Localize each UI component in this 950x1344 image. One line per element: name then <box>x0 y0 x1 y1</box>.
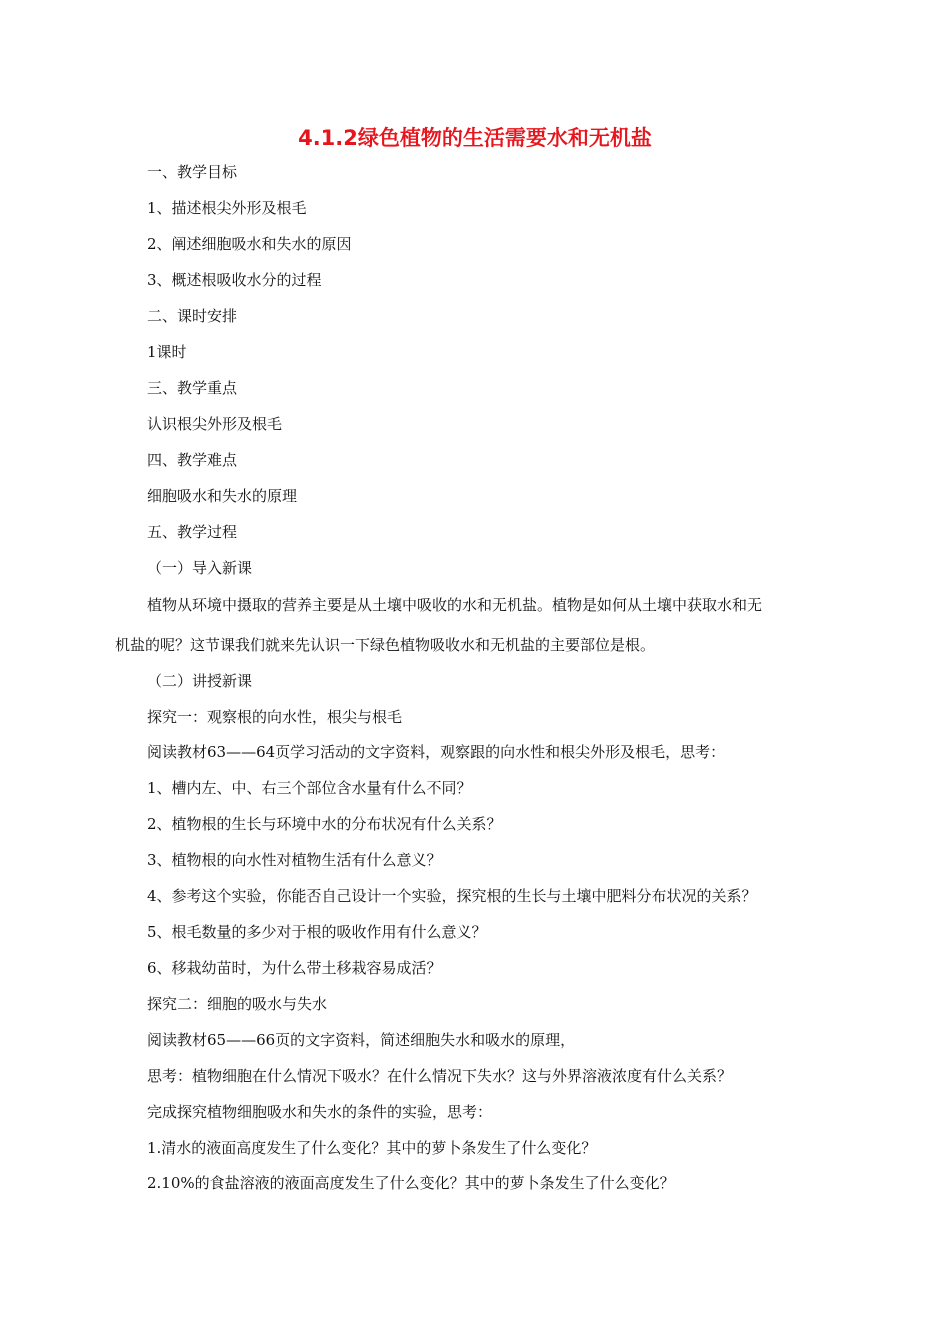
list-item: 2.10%的食盐溶液的液面高度发生了什么变化？其中的萝卜条发生了什么变化？ <box>147 1174 675 1192</box>
document-title: 4.1.2绿色植物的生活需要水和无机盐 <box>298 126 652 150</box>
paragraph: 思考：植物细胞在什么情况下吸水？在什么情况下失水？这与外界溶液浓度有什么关系？ <box>147 1067 733 1085</box>
list-item: 2、阐述细胞吸水和失水的原因 <box>147 235 352 253</box>
paragraph: 1课时 <box>147 343 187 361</box>
list-item: 1.清水的液面高度发生了什么变化？其中的萝卜条发生了什么变化？ <box>147 1139 597 1157</box>
list-item: 1、描述根尖外形及根毛 <box>147 199 307 217</box>
list-item: 3、植物根的向水性对植物生活有什么意义？ <box>147 851 442 869</box>
list-item: 1、槽内左、中、右三个部位含水量有什么不同？ <box>147 779 472 797</box>
paragraph: 探究一：观察根的向水性，根尖与根毛 <box>147 708 403 726</box>
section-heading: 三、教学重点 <box>147 379 238 397</box>
section-heading: 一、教学目标 <box>147 163 238 181</box>
subsection-heading: （一）导入新课 <box>147 559 253 577</box>
list-item: 2、植物根的生长与环境中水的分布状况有什么关系？ <box>147 815 502 833</box>
paragraph: 阅读教材65——66页的文字资料，简述细胞失水和吸水的原理， <box>147 1031 576 1049</box>
paragraph-line: 机盐的呢？这节课我们就来先认识一下绿色植物吸收水和无机盐的主要部位是根。 <box>115 636 656 654</box>
section-heading: 四、教学难点 <box>147 451 238 469</box>
list-item: 3、概述根吸收水分的过程 <box>147 271 322 289</box>
paragraph: 探究二：细胞的吸水与失水 <box>147 995 328 1013</box>
paragraph: 认识根尖外形及根毛 <box>147 415 283 433</box>
subsection-heading: （二）讲授新课 <box>147 672 253 690</box>
list-item: 4、参考这个实验，你能否自己设计一个实验，探究根的生长与土壤中肥料分布状况的关系？ <box>147 887 757 905</box>
list-item: 6、移栽幼苗时，为什么带土移栽容易成活？ <box>147 959 442 977</box>
section-heading: 二、课时安排 <box>147 307 238 325</box>
section-heading: 五、教学过程 <box>147 523 238 541</box>
list-item: 5、根毛数量的多少对于根的吸收作用有什么意义？ <box>147 923 487 941</box>
paragraph: 细胞吸水和失水的原理 <box>147 487 298 505</box>
paragraph: 阅读教材63——64页学习活动的文字资料，观察跟的向水性和根尖外形及根毛，思考： <box>147 743 726 761</box>
paragraph: 完成探究植物细胞吸水和失水的条件的实验，思考： <box>147 1103 493 1121</box>
paragraph-line: 植物从环境中摄取的营养主要是从土壤中吸收的水和无机盐。植物是如何从土壤中获取水和无 <box>147 596 763 614</box>
